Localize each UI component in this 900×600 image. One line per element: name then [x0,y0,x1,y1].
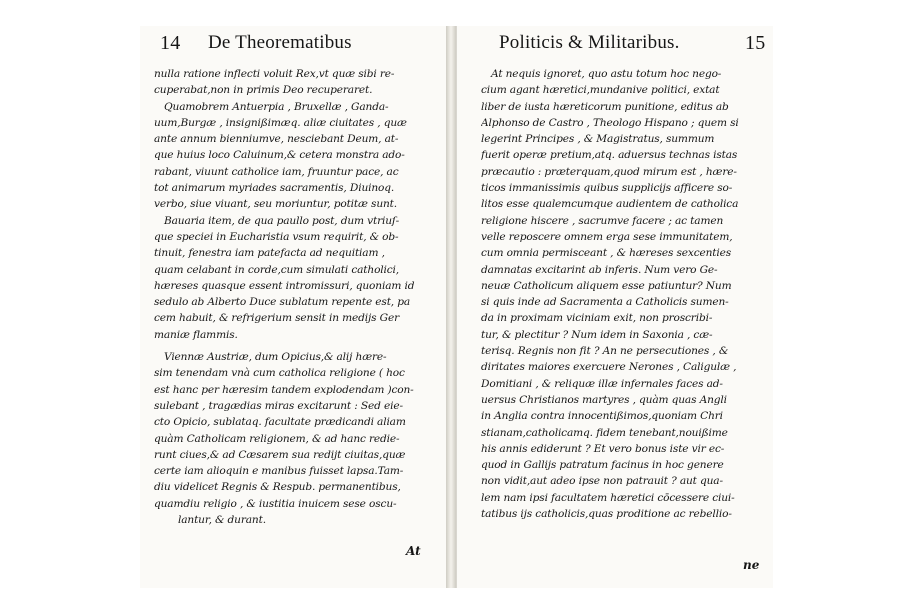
text-line: cem habuit, & refrigerium sensit in medijs Ger [154,312,400,325]
left-page-text [154,66,436,528]
text-line: litos esse qualemcumque audientem de catholica [481,198,739,211]
book-spread [140,26,772,588]
text-line: stianam,catholicamq. fidem tenebant,nouißime [481,426,728,439]
text-line: si quis inde ad Sacramenta a Catholicis sumen- [481,296,729,309]
text-line: da in proximam viciniam exit, non proscribi- [481,312,713,325]
text-line: Domitiani , & reliquæ illæ infernales faces ad- [481,377,723,390]
text-line: tot animarum myriades sacramentis, Diuinoq. [154,182,395,195]
book-gutter [446,26,456,588]
right-page-header [457,26,773,54]
text-line: Alphonso de Castro , Theologo Hispano ; quem si [481,116,739,129]
text-line: lem nam ipsi facultatem hæretici cōcessere ciui- [481,491,735,504]
text-line: que speciei in Eucharistia vsum requirit, & ob- [154,230,399,243]
text-line: neuæ Catholicum aliquem esse patiuntur? Num [481,279,732,292]
text-line: hæreses quasque essent intromissuri, quoniam id [154,279,415,292]
text-line: cuperabat,non in primis Deo recuperaret. [154,84,373,97]
text-line: his annis ediderunt ? Et vero bonus iste vir ec- [481,442,725,455]
text-line: cto Opicio, sublataq. facultate prædicandi aliam [154,416,406,429]
left-page-header [140,26,446,54]
text-line: Bauaria item, de qua paullo post, dum vtriuſ- [164,214,400,227]
text-line: tur, & plectitur ? Num idem in Saxonia , cæ- [481,328,713,341]
text-line: Quamobrem Antuerpia , Bruxellæ , Ganda- [164,100,389,113]
text-line: tatibus ijs catholicis,quas proditione ac rebellio- [481,508,732,521]
right-page-number: 15 [745,32,766,54]
text-line: legerint Principes , & Magistratus, summum [481,133,715,146]
text-line: quam celabant in corde,cum simulati catholici, [154,263,400,276]
left-running-head: De Theorematibus [208,32,352,53]
text-line: lantur, & durant. [178,514,266,527]
right-catchword: ne [743,558,760,572]
text-line: fuerit operæ pretium,atq. aduersus technas istas [481,149,738,162]
text-line: runt ciues,& ad Cæsarem sua redijt ciuitas,quæ [154,448,406,461]
text-line: cum omnia permisceant , & hæreses sexcenties [481,247,732,260]
text-line: ante annum bienniumve, nesciebant Deum, at- [154,133,399,146]
text-line: sim tenendam vnà cum catholica religione ( hoc [154,367,405,380]
text-line: sulebant , tragædias miras excitarunt : Sed eie- [154,399,403,412]
text-line: sedulo ab Alberto Duce sublatum repente est, pa [154,296,411,309]
text-line: que huius loco Caluinum,& cetera monstra ado- [154,149,405,162]
text-line: quod in Gallijs patratum facinus in hoc genere [481,459,724,472]
text-line: est hanc per hæresim tandem explodendam )con- [154,383,414,396]
text-line: tinuit, fenestra iam patefacta ad nequitiam , [154,247,385,260]
text-line: ticos immanissimis quibus supplicijs afficere so- [481,182,733,195]
right-page [456,26,773,588]
text-line: præcautio : præterquam,quod mirum est , hære- [481,165,737,178]
text-line: diritates maiores exercuere Nerones , Caligulæ , [481,361,737,374]
text-line: Viennæ Austriæ, dum Opicius,& alij hære- [164,351,387,364]
text-line: quamdiu religio , & iustitia inuicem sese oscu- [154,497,397,510]
text-line: cium agant hæretici,mundanive politici, extat [481,84,720,97]
left-catchword: At [406,544,421,558]
right-running-head: Politicis & Militaribus. [499,32,680,53]
text-line: terisq. Regnis non fit ? An ne persecutiones , & [481,345,729,358]
text-line: verbo, siue viuant, seu moriuntur, potitæ sunt. [154,198,397,211]
text-line: maniæ flammis. [154,328,238,341]
text-line: nulla ratione inflecti voluit Rex,vt quæ sibi re- [154,68,395,80]
left-page-number: 14 [160,32,181,54]
text-line: non vidit,aut adeo ipse non patrauit ? aut qua- [481,475,723,488]
right-page-text [481,66,763,522]
text-line: liber de iusta hæreticorum punitione, editus ab [481,100,729,113]
text-line: quàm Catholicam religionem, & ad hanc redie- [154,432,400,445]
text-line: At nequis ignoret, quo astu totum hoc nego- [491,68,722,80]
text-line: uersus Christianos martyres , quàm quas Angli [481,393,727,406]
text-line: velle reposcere omnem erga sese immunitatem, [481,230,733,243]
text-line: rabant, viuunt catholice iam, fruuntur pace, ac [154,165,399,178]
text-line: diu videlicet Regnis & Respub. permanentibus, [154,481,401,494]
text-line: damnatas excitarint ab inferis. Num vero Ge- [481,263,718,276]
text-line: religione hiscere , sacrumve facere ; ac tamen [481,214,724,227]
text-line: uum,Burgæ , insignißimæq. aliæ ciuitates , quæ [154,116,407,129]
text-line: in Anglia contra innocentißimos,quoniam Chri [481,410,723,423]
left-page [140,26,447,588]
text-line: certe iam alioquin e manibus fuisset lapsa.Tam- [154,465,404,478]
